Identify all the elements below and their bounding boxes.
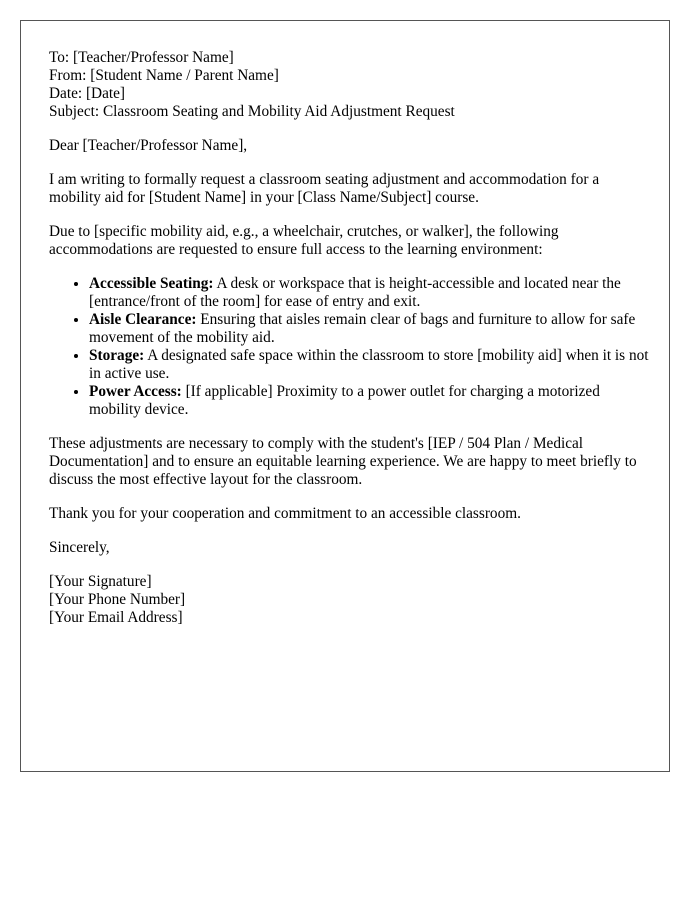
signature-line: [Your Signature] <box>49 573 152 590</box>
signoff: Sincerely, <box>49 539 110 556</box>
salutation: Dear [Teacher/Professor Name], <box>49 137 248 154</box>
list-item-text: A desk or workspace that is height-accessible and located near the [entrance/front of the room] for ease of entry and exit. <box>89 275 621 310</box>
list-item-text: A designated safe space within the classroom to store [mobility aid] when it is not in active use. <box>89 347 649 382</box>
list-item-term: Aisle Clearance: <box>89 311 197 328</box>
signature-block <box>49 573 649 627</box>
lead-in-paragraph: Due to [specific mobility aid, e.g., a wheelchair, crutches, or walker], the following accommodations are requested to ensure full access to the learning environment: <box>49 223 559 258</box>
from-line: From: [Student Name / Parent Name] <box>49 67 279 84</box>
list-item-text: Ensuring that aisles remain clear of bags and furniture to allow for safe movement of the mobility aid. <box>89 311 636 346</box>
letter-header <box>49 49 649 121</box>
compliance-paragraph: These adjustments are necessary to comply with the student's [IEP / 504 Plan / Medical Documentation] and to ensure an equitable learning experience. We are happy to meet briefly to discuss the most effective layout for the classroom. <box>49 435 637 488</box>
subject-line: Subject: Classroom Seating and Mobility Aid Adjustment Request <box>49 103 455 120</box>
list-item-power-access <box>89 383 649 419</box>
list-item-term: Power Access: <box>89 383 182 400</box>
letter-document <box>20 20 670 772</box>
accommodations-list <box>49 275 649 419</box>
list-item-text: [If applicable] Proximity to a power outlet for charging a motorized mobility device. <box>89 383 600 418</box>
list-item-accessible-seating <box>89 275 649 311</box>
to-line: To: [Teacher/Professor Name] <box>49 49 234 66</box>
date-line: Date: [Date] <box>49 85 126 102</box>
email-line: [Your Email Address] <box>49 609 183 626</box>
phone-line: [Your Phone Number] <box>49 591 186 608</box>
thanks-paragraph: Thank you for your cooperation and commitment to an accessible classroom. <box>49 505 521 522</box>
list-item-aisle-clearance <box>89 311 649 347</box>
intro-paragraph: I am writing to formally request a classroom seating adjustment and accommodation for a mobility aid for [Student Name] in your [Class Name/Subject] course. <box>49 171 600 206</box>
list-item-storage <box>89 347 649 383</box>
list-item-term: Storage: <box>89 347 145 364</box>
list-item-term: Accessible Seating: <box>89 275 214 292</box>
